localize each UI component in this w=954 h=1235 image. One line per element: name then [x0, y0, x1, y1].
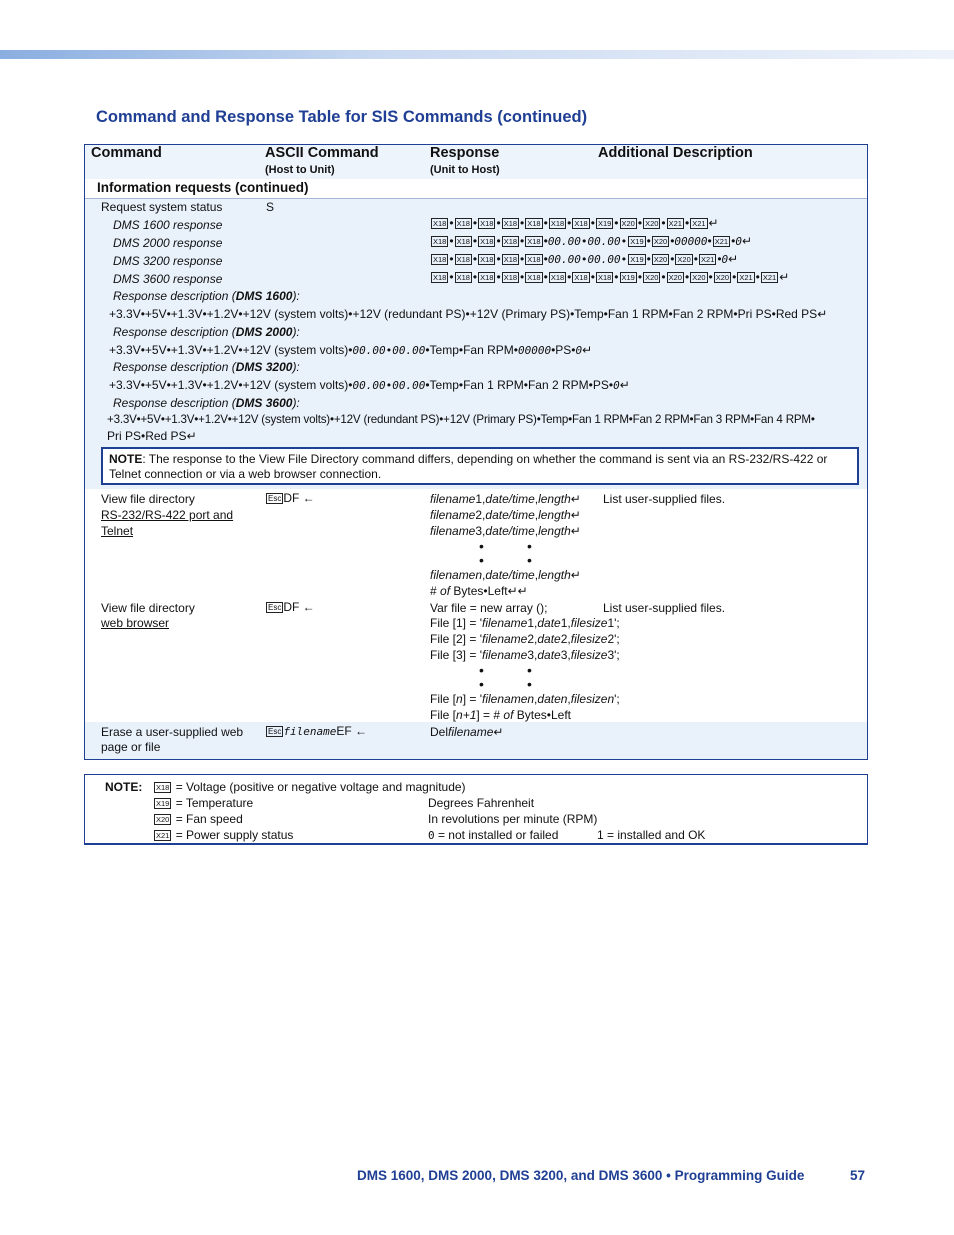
vfd-web-var: Var file = new array ();	[430, 601, 548, 615]
note2-label: NOTE:	[105, 780, 143, 794]
footer-guide-title: DMS 1600, DMS 2000, DMS 3200, and DMS 3600 • Programming Guide	[357, 1168, 805, 1183]
note2-x18: X18 = Voltage (positive or negative voltage and magnitude)	[156, 780, 466, 794]
ellipsis-dot: •	[527, 538, 532, 554]
footer-page-number: 57	[850, 1168, 866, 1183]
page-title: Command and Response Table for SIS Commands (continued)	[96, 108, 588, 126]
vfd-rs232-resp3: filename3,date/time,length↵	[430, 524, 581, 538]
erase-label-line1: Erase a user-supplied web	[101, 725, 244, 739]
vfd-rs232-desc: List user-supplied files.	[603, 492, 726, 506]
ellipsis-dot: •	[479, 538, 484, 554]
vfd-web-filen: File [n] = 'filenamen,daten,filesizen';	[430, 692, 620, 706]
note2-x21: X21 = Power supply status	[156, 828, 294, 842]
vfd-rs232-link2[interactable]: Telnet	[101, 524, 134, 538]
status-ascii: S	[266, 200, 275, 214]
desc1600-heading: Response description (DMS 1600):	[113, 289, 300, 303]
erase-label-line2: page or file	[101, 740, 161, 754]
note2-x20-detail: In revolutions per minute (RPM)	[428, 812, 598, 826]
vfd-web-link[interactable]: web browser	[101, 616, 170, 630]
top-gradient-bar	[0, 50, 954, 59]
header-response-sub: (Unit to Host)	[430, 164, 500, 176]
vfd-web-filen1: File [n+1] = # of Bytes•Left	[430, 708, 571, 722]
desc3200-text: +3.3V•+5V•+1.3V•+1.2V•+12V (system volts)•00.00•00.00•Temp•Fan 1 RPM•Fan 2 RPM•PS•0↵	[109, 378, 630, 392]
note2-x21-one: 1 = installed and OK	[597, 828, 706, 842]
vfd-web-label: View file directory	[101, 601, 195, 615]
header-command: Command	[91, 145, 162, 161]
r3600-response: X18 • X18 • X18 • X18 • X18 • X18 • X18 • X18 • X19 • X20 • X20 • X20 • X20 • X21 • X21 ↵	[433, 270, 790, 284]
erase-ascii: Esc filenameEF ←	[268, 724, 368, 738]
note-view-file-directory: NOTE: The response to the View File Directory command differs, depending on whether the command is sent via an RS-232/RS-422 or Telnet connection or via a web browser connection.	[101, 447, 859, 485]
ellipsis-dot: •	[527, 662, 532, 678]
desc2000-text: +3.3V•+5V•+1.3V•+1.2V•+12V (system volts)•00.00•00.00•Temp•Fan RPM•00000•PS•0↵	[109, 343, 593, 357]
desc3600-line2: Pri PS•Red PS↵	[107, 429, 197, 443]
r2000-response: X18 • X18 • X18 • X18 • X18 •00.00•00.00• X19 • X20 •00000• X21 •0↵	[433, 234, 752, 248]
vfd-web-desc: List user-supplied files.	[603, 601, 726, 615]
vfd-rs232-count: # of Bytes•Left↵↵	[430, 584, 528, 598]
ellipsis-dot: •	[479, 662, 484, 678]
vfd-rs232-respn: filenamen,date/time,length↵	[430, 568, 581, 582]
r3200-response: X18 • X18 • X18 • X18 • X18 •00.00•00.00• X19 • X20 • X20 • X21 •0↵	[433, 252, 739, 266]
table-header	[85, 145, 867, 180]
note2-x20: X20 = Fan speed	[156, 812, 243, 826]
desc3600-heading: Response description (DMS 3600):	[113, 396, 300, 410]
r3200-label: DMS 3200 response	[113, 254, 223, 268]
erase-response: Delfilename↵	[430, 725, 504, 739]
section-heading: Information requests (continued)	[85, 179, 867, 199]
vfd-rs232-ascii: Esc DF ←	[268, 491, 315, 505]
r3600-label: DMS 3600 response	[113, 272, 223, 286]
status-label: Request system status	[101, 200, 223, 214]
vfd-rs232-resp2: filename2,date/time,length↵	[430, 508, 581, 522]
header-ascii: ASCII Command	[265, 145, 379, 161]
vfd-rs232-resp1: filename1,date/time,length↵	[430, 492, 581, 506]
header-response: Response	[430, 145, 500, 161]
desc2000-heading: Response description (DMS 2000):	[113, 325, 300, 339]
vfd-rs232-link1[interactable]: RS-232/RS-422 port and	[101, 508, 234, 522]
vfd-rs232-label: View file directory	[101, 492, 195, 506]
desc3200-heading: Response description (DMS 3200):	[113, 360, 300, 374]
r1600-label: DMS 1600 response	[113, 218, 223, 232]
command-table	[84, 144, 868, 760]
header-description: Additional Description	[598, 145, 753, 161]
vfd-web-ascii: Esc DF ←	[268, 600, 315, 614]
note2-x19: X19 = Temperature	[156, 796, 254, 810]
ellipsis-dot: •	[527, 552, 532, 568]
ellipsis-dot: •	[479, 676, 484, 692]
ellipsis-dot: •	[479, 552, 484, 568]
ellipsis-dot: •	[527, 676, 532, 692]
desc3600-line1: +3.3V•+5V•+1.3V•+1.2V•+12V (system volts)•+12V (redundant PS)•+12V (Primary PS)•Temp•Fan 1 RPM•Fan 2 RPM•Fan 3 RPM•Fan 4 RPM•	[107, 413, 815, 426]
vfd-web-file3: File [3] = 'filename3,date3,filesize3';	[430, 648, 620, 662]
header-ascii-sub: (Host to Unit)	[265, 164, 335, 176]
note2-x19-detail: Degrees Fahrenheit	[428, 796, 535, 810]
vfd-web-file2: File [2] = 'filename2,date2,filesize2';	[430, 632, 620, 646]
desc1600-text: +3.3V•+5V•+1.3V•+1.2V•+12V (system volts)•+12V (redundant PS)•+12V (Primary PS)•Temp•Fan 1 RPM•Fan 2 RPM•Pri PS•Red PS↵	[109, 307, 828, 321]
note2-x21-zero: 0 = not installed or failed	[428, 828, 559, 842]
r1600-response: X18 • X18 • X18 • X18 • X18 • X18 • X18 • X19 • X20 • X20 • X21 • X21 ↵	[433, 216, 719, 230]
r2000-label: DMS 2000 response	[113, 236, 223, 250]
vfd-web-file1: File [1] = 'filename1,date1,filesize1';	[430, 616, 620, 630]
note-variables	[84, 774, 868, 845]
